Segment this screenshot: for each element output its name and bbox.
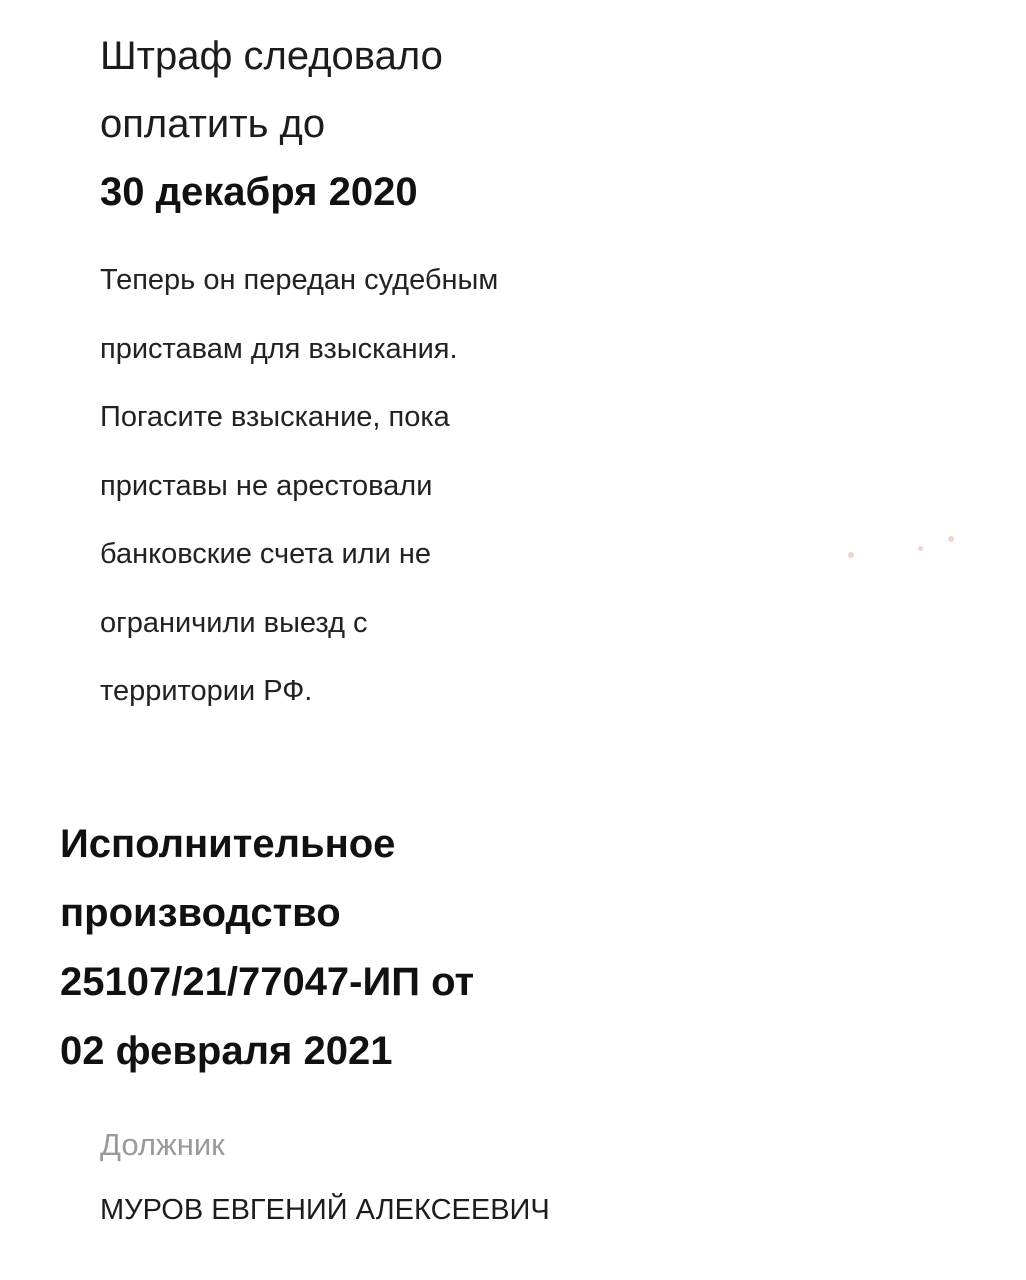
decorative-sparkle [848,552,854,558]
fine-deadline-date: 30 декабря 2020 [100,170,418,214]
fine-description-line: территории РФ. [100,675,313,707]
fine-description-line: ограничили выезд с [100,606,368,639]
fine-description-line: банковские счета или не [100,538,431,570]
debtor-label: Должник [100,1127,225,1162]
enforcement-proceeding-section [60,810,760,1086]
fine-description-line: приставы не арестовали [100,469,433,502]
fine-info-section [100,22,700,726]
proceeding-date: 02 февраля 2021 [60,1029,393,1073]
decorative-sparkle [918,546,923,551]
fine-description-line: Теперь он передан судебным [100,264,499,296]
proceeding-title-line: Исполнительное [60,822,396,866]
fine-description-line: Погасите взыскание, пока [100,401,450,433]
decorative-sparkle [948,536,954,542]
fine-heading-line-2: оплатить до [100,102,326,146]
proceeding-title-line: производство [60,891,341,935]
debtor-section [100,1118,800,1233]
proceeding-number: 25107/21/77047-ИП от [60,960,475,1004]
debtor-name: МУРОВ ЕВГЕНИЙ АЛЕКСЕЕВИЧ [100,1194,550,1226]
fine-heading-line-1: Штраф следовало [100,34,443,78]
fine-description-line: приставам для взыскания. [100,332,458,365]
fine-description [100,246,700,726]
